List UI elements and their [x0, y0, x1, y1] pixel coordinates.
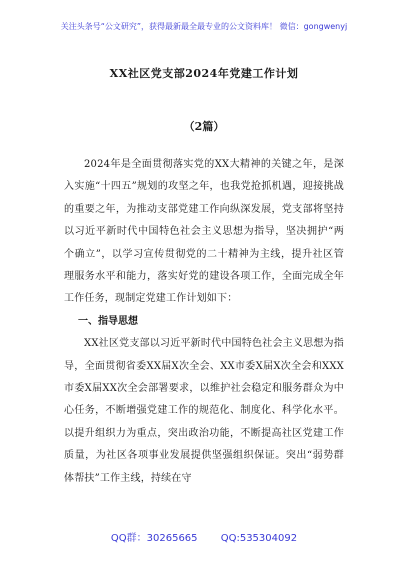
document-body	[64, 154, 344, 490]
footer-qq-contact: QQ:535304092	[220, 533, 298, 544]
document-subtitle: （2篇）	[183, 120, 225, 133]
section-heading: 一、指导思想	[78, 315, 138, 327]
footer-contact	[0, 533, 408, 545]
guiding-ideology-paragraph: XX社区党支部以习近平新时代中国特色社会主义思想为指导，全面贯彻省委XX届X次全会、XX市委X届X次全会和XXX市委X届XX次全会部署要求，以维护社会稳定和服务群众为中心任务，不断增强党建工作的规范化、制度化、科学化水平。以提升组织力为重点，突出政治功能，不断提高社区党建工作质量，为社区各项事业发展提供坚强组织保证。突出“弱势群体帮扶”工作主线，持续在守	[64, 338, 344, 484]
document-title: XX社区党支部2024年党建工作计划	[109, 67, 299, 80]
footer-qq-group: QQ群：30265665	[110, 533, 198, 544]
intro-paragraph: 2024年是全面贯彻落实党的XX大精神的关键之年，是深入实施“十四五”规划的攻坚之年，也我党抢抓机遇，迎接挑战的重要之年，为推动支部党建工作向纵深发展，党支部将坚持以习近平新时代中国特色社会主义思想为指导，坚决拥护“两个确立”，以学习宣传贯彻党的二十精神为主线，提升社区管理服务水平和能力，落实好党的建设各项工作，全面完成全年工作任务，现制定党建工作计划如下：	[64, 159, 344, 305]
header-promo-note: 关注头条号“公文研究”，获得最新最全最专业的公文资料库！ 微信：gongwenyj	[60, 22, 348, 31]
